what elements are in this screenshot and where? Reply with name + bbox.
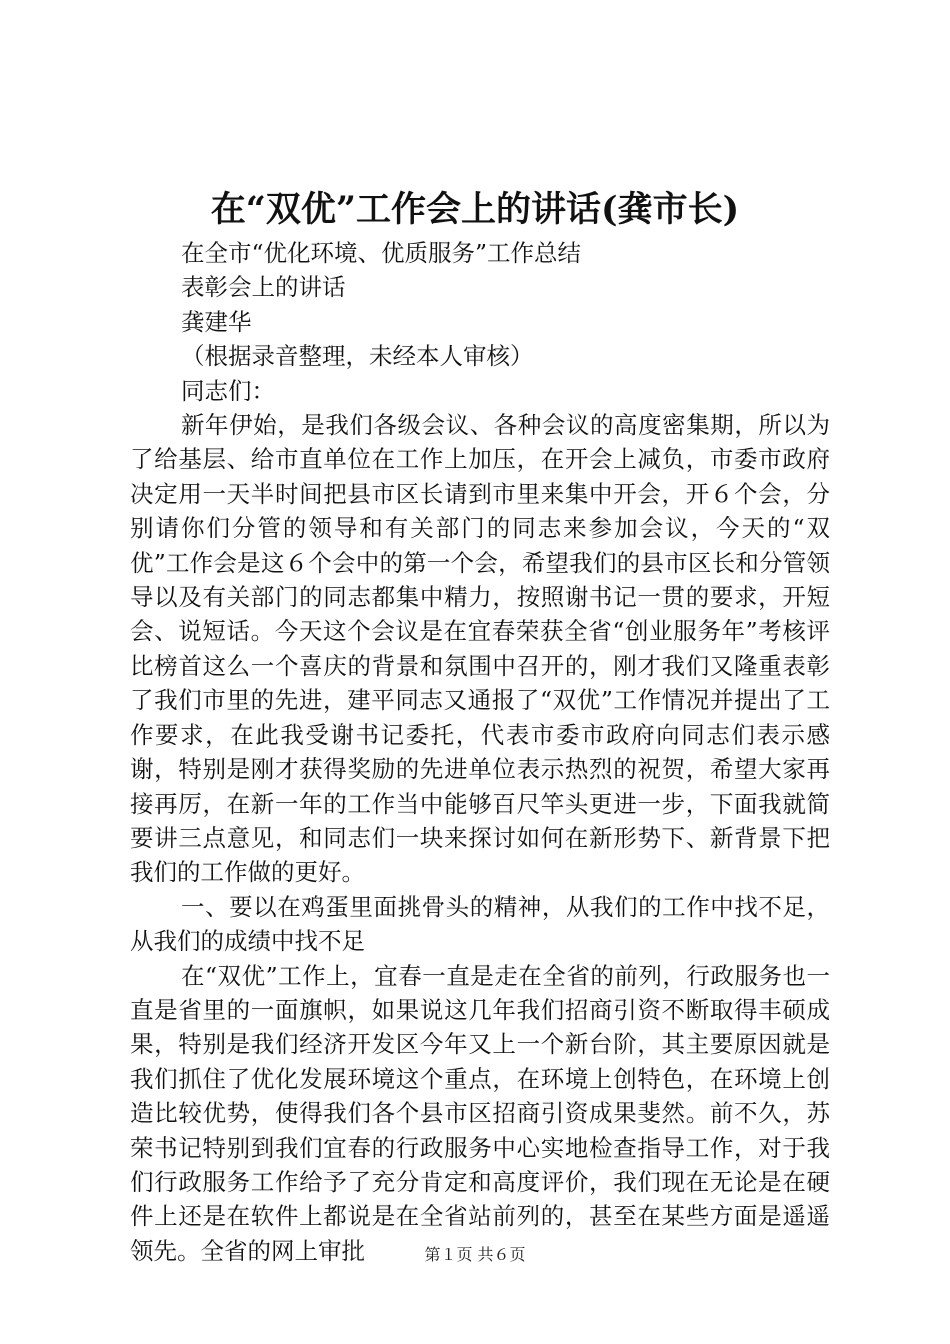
transcript-note: （根据录音整理，未经本人审核） bbox=[181, 342, 534, 371]
paragraph-opening: 新年伊始，是我们各级会议、各种会议的高度密集期，所以为了给基层、给市直单位在工作上加压，在开会上减负，市委市政府决定用一天半时间把县市区长请到市里来集中开会，开６个会，分别请你们分管的领导和有关部门的同志来参加会议，今天的“双优”工作会是这６个会中的第一个会，希望我们的县市区长和分管领导以及有关部门的同志都集中精力，按照谢书记一贯的要求，开短会、说短话。今天这个会议是在宜春荣获全省“创业服务年”考核评比榜首这么一个喜庆的背景和氛围中召开的，刚才我们又隆重表彰了我们市里的先进，建平同志又通报了“双优”工作情况并提出了工作要求，在此我受谢书记委托，代表市委市政府向同志们表示感谢，特别是刚才获得奖励的先进单位表示热烈的祝贺，希望大家再接再厉，在新一年的工作当中能够百尺竿头更进一步，下面我就简要讲三点意见，和同志们一块来探讨如何在新形势下、新背景下把我们的工作做的更好。 bbox=[130, 411, 830, 887]
section-heading-1: 一、要以在鸡蛋里面挑骨头的精神，从我们的工作中找不足，从我们的成绩中找不足 bbox=[130, 892, 830, 956]
document-body bbox=[130, 236, 830, 1268]
document-title: 在“双优”工作会上的讲话(龚市长) bbox=[210, 189, 740, 230]
paragraph-section-1: 在“双优”工作上，宜春一直是走在全省的前列，行政服务也一直是省里的一面旗帜，如果说这几年我们招商引资不断取得丰硕成果，特别是我们经济开发区今年又上一个新台阶，其主要原因就是我们抓住了优化发展环境这个重点，在环境上创特色，在环境上创造比较优势，使得我们各个县市区招商引资成果斐然。前不久，苏荣书记特别到我们宜春的行政服务中心实地检查指导工作，对于我们行政服务工作给予了充分肯定和高度评价，我们现在无论是在硬件上还是在软件上都说是在全省站前列的，甚至在某些方面是遥遥领先。全省的网上审批 bbox=[130, 961, 830, 1265]
page-footer: 第１页 共６页 bbox=[424, 1245, 526, 1264]
subtitle-line-2: 表彰会上的讲话 bbox=[181, 273, 346, 302]
salutation: 同志们： bbox=[181, 376, 275, 405]
subtitle-line-1: 在全市“优化环境、优质服务”工作总结 bbox=[181, 239, 582, 267]
speaker-name: 龚建华 bbox=[181, 307, 252, 336]
